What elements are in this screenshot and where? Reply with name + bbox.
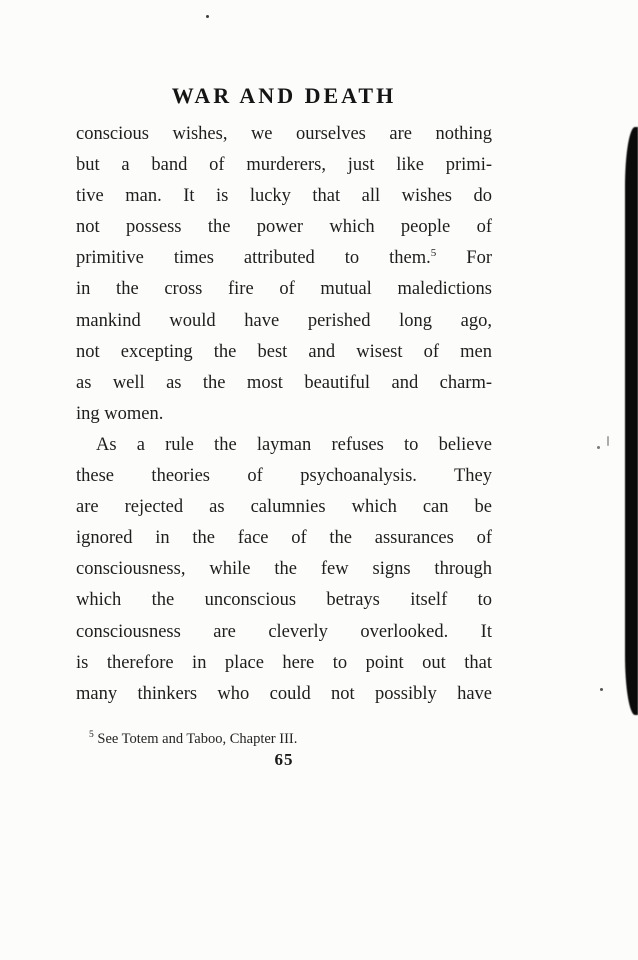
scan-mark [607, 436, 609, 446]
scan-speck [597, 446, 600, 449]
footnote-text: See Totem and Taboo, Chapter III. [97, 731, 298, 747]
text-line: not excepting the best and wisest of men [76, 341, 492, 362]
scan-gutter-shadow [625, 127, 638, 715]
text-line: consciousness, while the few signs through [76, 559, 492, 580]
text-line: As a rule the layman refuses to believe [96, 434, 492, 455]
text-line [76, 243, 492, 274]
scan-speck [206, 15, 209, 18]
text-line: but a band of murderers, just like primi- [76, 155, 492, 176]
footnote-reference-marker: 5 [430, 247, 437, 260]
text-line: conscious wishes, we ourselves are nothing [76, 124, 492, 144]
footnote [89, 731, 297, 748]
text-segment: primitive times attributed to them. [76, 248, 431, 269]
running-head: WAR AND DEATH [171, 83, 397, 108]
text-line: tive man. It is lucky that all wishes do [76, 186, 492, 207]
text-line: ignored in the face of the assurances of [76, 528, 492, 549]
text-line: in the cross fire of mutual maledictions [76, 279, 492, 300]
scan-speck [600, 688, 603, 691]
text-line: as well as the most beautiful and charm- [76, 372, 492, 393]
text-line: is therefore in place here to point out that [76, 652, 492, 673]
page-body [76, 119, 492, 710]
text-line: ing women. [76, 403, 164, 424]
text-line: which the unconscious betrays itself to [76, 590, 492, 611]
text-line: not possess the power which people of [76, 217, 492, 238]
text-line: mankind would have perished long ago, [76, 310, 492, 331]
text-line: consciousness are cleverly overlooked. It [76, 621, 492, 642]
text-line: these theories of psychoanalysis. They [76, 466, 492, 487]
text-line: are rejected as calumnies which can be [76, 497, 492, 518]
footnote-marker: 5 [89, 730, 94, 741]
page-number: 65 [274, 750, 294, 769]
text-segment: For [466, 248, 492, 269]
text-line: many thinkers who could not possibly have [76, 683, 492, 704]
